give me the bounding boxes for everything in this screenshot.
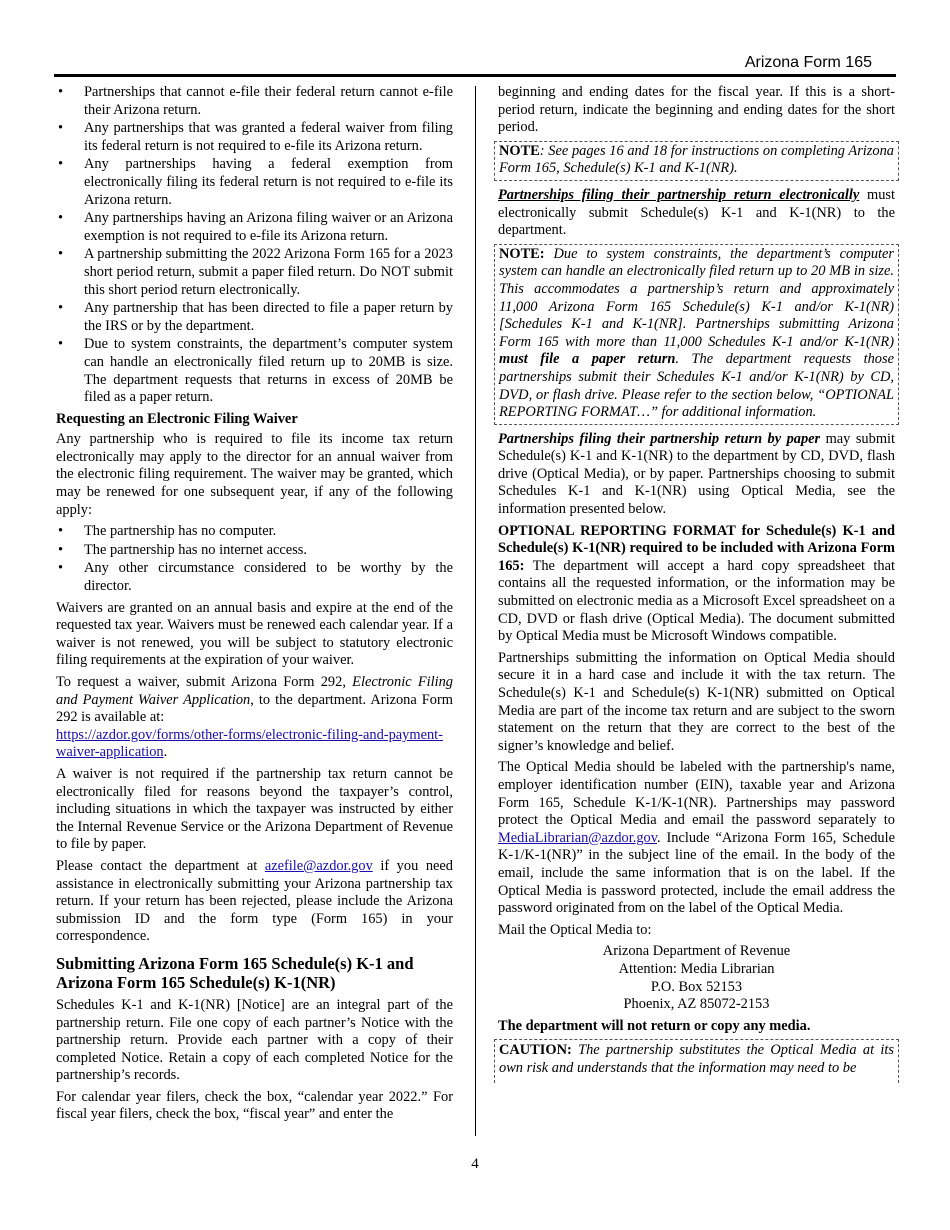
label-text-b: . Include “Arizona Form 165, Schedule K-1/K-1(NR)” in the subject line of the email. In the body of the email, include the same information that is on the label. If the Optical Media is password protected, include the email address the password originated from on the label of the Optical Media.	[498, 829, 895, 917]
list-item: • Partnerships that cannot e-file their federal return cannot e-file their Arizona return.	[56, 84, 453, 119]
form-title: Arizona Form 165	[744, 54, 872, 71]
azefile-email-link[interactable]: azefile@azdor.gov	[264, 857, 373, 874]
waiver-intro: Any partnership who is required to file its income tax return electronically may apply to the director for an annual waiver from the electronic filing requirement. The waiver may be granted, which may be renewed for one subsequent year, if any of the following apply:	[56, 431, 453, 518]
k1-paragraph: Schedules K-1 and K-1(NR) [Notice] are an integral part of the partnership return. File one copy of each partner’s Notice with the partnership return. Provide each partner with a copy of their completed Notice. Retain a copy of each completed Notice for the partnership’s records.	[56, 996, 453, 1084]
left-column	[56, 84, 453, 1128]
request-text-b: , to the department. Arizona Form 292 is available at:	[56, 691, 453, 726]
note-text-bold: must file a paper return	[499, 351, 676, 368]
list-item: • Any partnership that has been directed to file a paper return by the IRS or by the department.	[56, 300, 453, 335]
efile-k1-lead: Partnerships filing their partnership return electronically	[498, 186, 860, 203]
paper-k1-text: may submit Schedule(s) K-1 and K-1(NR) to the department by CD, DVD, flash drive (Optical Media), or by paper. Partnerships choosing to submit Schedules K-1 and K-1(NR) using Optical Media, see the information presented below.	[498, 430, 896, 518]
contact-text-a: Please contact the department at	[56, 857, 265, 874]
efile-k1-paragraph	[498, 187, 895, 240]
no-return-text: The department will not return or copy any media.	[498, 1017, 811, 1034]
caution-label: CAUTION:	[499, 1042, 572, 1059]
no-return-notice	[498, 1018, 895, 1036]
list-item: • A partnership submitting the 2022 Arizona Form 165 for a 2023 short period return, submit a paper filed return. Do NOT submit this short period return electronically.	[56, 246, 453, 299]
mailing-address	[498, 943, 895, 1013]
media-librarian-email-link[interactable]: MediaLibrarian@azdor.gov	[498, 829, 657, 846]
media-label-paragraph	[498, 759, 895, 917]
waiver-heading: Requesting an Electronic Filing Waiver	[56, 410, 298, 427]
paper-k1-paragraph	[498, 431, 895, 519]
efile-exceptions-list	[56, 84, 453, 407]
mail-intro: Mail the Optical Media to:	[498, 921, 652, 938]
address-line: Arizona Department of Revenue	[602, 943, 791, 960]
optional-format-lead: OPTIONAL REPORTING FORMAT for Schedule(s) K-1 and Schedule(s) K-1(NR) required to be included with Arizona Form 165:	[498, 522, 895, 574]
note-box-instructions	[494, 141, 899, 181]
efile-k1-text: must electronically submit Schedule(s) K-1 and K-1(NR) to the department.	[498, 186, 895, 239]
form-292-title: Electronic Filing and Payment Waiver Application	[56, 674, 453, 708]
right-column	[498, 84, 895, 1083]
note-box-size-limit	[494, 244, 899, 425]
waiver-request-paragraph	[56, 674, 453, 762]
label-text-a: The Optical Media should be labeled with the partnership's name, employer identification number (EIN), taxable year and Arizona Form 165, Schedule K-1/K-1(NR). Partnerships may password protect the Optical Media and email the password separately to	[498, 759, 895, 829]
fiscal-year-continuation: beginning and ending dates for the fiscal year. If this is a short-period return, indicate the beginning and ending dates for the short period.	[498, 84, 895, 136]
calendar-year-paragraph: For calendar year filers, check the box, “calendar year 2022.” For fiscal year filers, check the box, “fiscal year” and enter the	[56, 1088, 453, 1123]
request-text-a: To request a waiver, submit Arizona Form 292,	[56, 674, 353, 690]
address-line: Phoenix, AZ 85072-2153	[623, 996, 770, 1013]
paper-k1-lead: Partnerships filing their partnership return by paper	[498, 430, 821, 447]
column-divider	[475, 86, 476, 1136]
address-line: Attention: Media Librarian	[618, 960, 775, 977]
list-item: • The partnership has no internet access.	[56, 542, 453, 560]
optional-format-paragraph	[498, 523, 895, 646]
page-number: 4	[471, 1156, 479, 1172]
optional-format-text: The department will accept a hard copy spreadsheet that contains all the requested information, or the information may be submitted on electronic media as a Microsoft Excel spreadsheet on a CD, DVD or flash drive (Optical Media). The document submitted by Optical Media must be Microsoft Windows compatible.	[498, 557, 895, 645]
note-label: NOTE:	[499, 245, 545, 262]
waiver-conditions-list	[56, 523, 453, 595]
list-item: • Any partnerships that was granted a federal waiver from filing its federal return is not required to e-file its Arizona return.	[56, 120, 453, 155]
list-item: • The partnership has no computer.	[56, 523, 453, 541]
address-line: P.O. Box 52153	[650, 978, 743, 995]
contact-text-b: if you need assistance in electronically submitting your Arizona partnership tax return. If your return has been rejected, please include the Arizona submission ID and the form type (Form 165) in your correspondence.	[56, 857, 453, 945]
note-text-a: Due to system constraints, the department’s computer system can handle an electronically filed return up to 20 MB in size. This accommodates a partnership’s return and approximately 11,000 Arizona Form 165 Schedule(s) K-1 and/or K-1(NR) [Schedules K-1 and K-1(NR]. Partnerships submitting Arizona Form 165 with more than 11,000 Schedules K-1 and/or K-1(NR)	[499, 245, 894, 350]
list-item: • Any partnerships having an Arizona filing waiver or an Arizona exemption is not required to e-file its Arizona return.	[56, 210, 453, 245]
k1-section-heading: Submitting Arizona Form 165 Schedule(s) K-1 and Arizona Form 165 Schedule(s) K-1(NR)	[56, 953, 414, 993]
header-rule	[54, 74, 896, 77]
note-label: NOTE	[499, 142, 540, 159]
list-item: • Any partnerships having a federal exemption from electronically filing its federal return is not required to e-file its Arizona return.	[56, 156, 453, 209]
caution-box	[494, 1039, 899, 1083]
request-end: .	[163, 744, 168, 761]
note-text: : See pages 16 and 18 for instructions on completing Arizona Form 165, Schedule(s) K-1 and K-1(NR).	[499, 142, 894, 177]
list-item: • Any other circumstance considered to be worthy by the director.	[56, 560, 453, 595]
waiver-form-link[interactable]: https://azdor.gov/forms/other-forms/electronic-filing-and-payment-waiver-application	[56, 726, 443, 761]
list-item: • Due to system constraints, the department’s computer system can handle an electronically filed return up to 20MB is size. The department requests that returns in excess of 20MB be filed as a paper return.	[56, 336, 453, 406]
waiver-annual-paragraph: Waivers are granted on an annual basis and expire at the end of the requested tax year. Waivers must be renewed each calendar year. If a waiver is not renewed, you will be subject to statutory electronic filing requirements at the expiration of your waiver.	[56, 599, 453, 669]
waiver-not-required-paragraph: A waiver is not required if the partnership tax return cannot be electronically filed for reasons beyond the taxpayer’s control, including situations in which the taxpayer was instructed by either the Internal Revenue Service or the Arizona Department of Revenue to file by paper.	[56, 765, 453, 853]
secure-media-paragraph: Partnerships submitting the information on Optical Media should secure it in a hard case and include it with the tax return. The Schedule(s) K-1 and Schedule(s) K-1(NR) submitted on Optical Media are part of the income tax return and are subject to the sworn statement on the return that they are correct to the best of the signer’s knowledge and belief.	[498, 649, 895, 754]
contact-paragraph	[56, 858, 453, 946]
note-text-b: . The department requests those partnerships submit their Schedules K-1 and/or K-1(NR) by CD, DVD, or flash drive. Please refer to the section below, “OPTIONAL REPORTING FORMAT…” for additional information.	[499, 351, 894, 421]
caution-text: The partnership substitutes the Optical Media at its own risk and understands that the information may need to be	[499, 1042, 894, 1076]
